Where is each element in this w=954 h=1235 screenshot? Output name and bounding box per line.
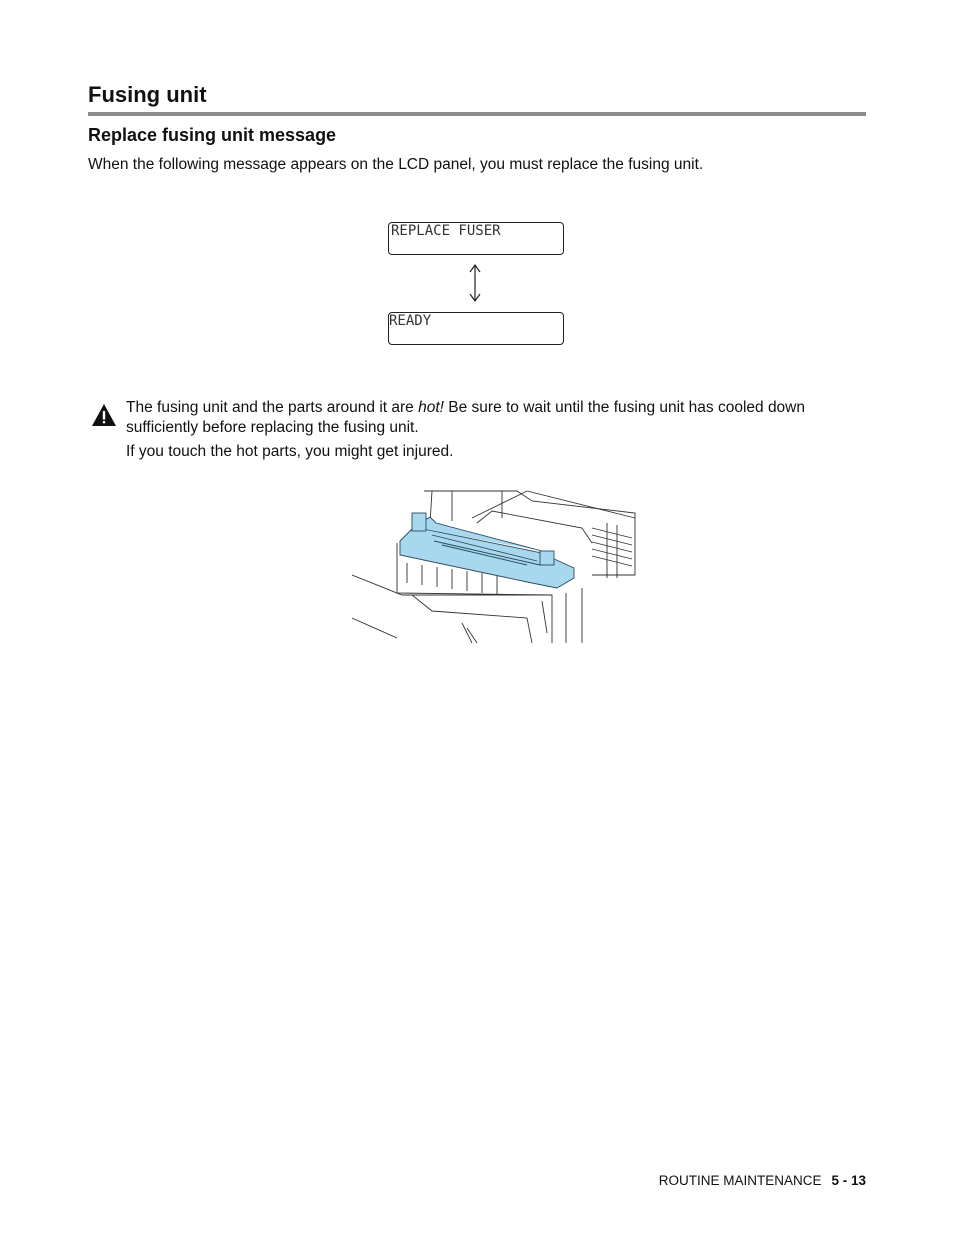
warning-triangle-icon	[91, 403, 117, 427]
section-subheading: Replace fusing unit message	[88, 125, 337, 145]
fuser-highlight	[400, 513, 574, 588]
intro-paragraph: When the following message appears on the LCD panel, you must replace the fusing unit.	[88, 156, 704, 173]
heading-rule	[88, 112, 866, 116]
hot-emphasis: hot!	[418, 399, 444, 416]
warning-text: The fusing unit and the parts around it are hot! Be sure to wait until the fusing unit has cooled down sufficiently before replacing the fusing unit.	[126, 399, 805, 436]
page-footer	[659, 1173, 866, 1188]
lcd-message-ready: READY	[388, 312, 564, 345]
warning-injury-text: If you touch the hot parts, you might get injured.	[126, 443, 454, 460]
footer-section: ROUTINE MAINTENANCE	[658, 1173, 822, 1188]
lcd-message-replace-fuser: REPLACE FUSER	[388, 222, 564, 255]
page-heading: Fusing unit	[88, 82, 207, 107]
fusing-unit-illustration	[352, 483, 637, 643]
double-arrow-icon	[464, 263, 486, 303]
page-number: 5 - 13	[831, 1173, 866, 1188]
